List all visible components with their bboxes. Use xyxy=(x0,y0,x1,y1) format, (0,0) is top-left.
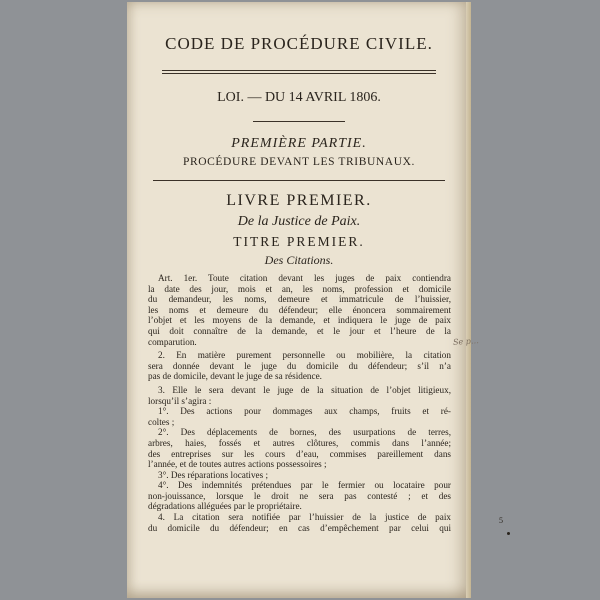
text-line: coltes ; xyxy=(148,416,175,427)
text-line: les noms et demeure du défendeur; elle énoncera sommairement xyxy=(148,304,451,315)
page-title: CODE DE PROCÉDURE CIVILE. xyxy=(165,34,433,53)
text-line: des entreprises sur les cours d’eau, commises pareillement dans xyxy=(148,448,451,459)
text-line: du domicile du défendeur; en cas d’empêchement par celui qui xyxy=(148,522,451,533)
book-heading: LIVRE PREMIER. xyxy=(226,192,372,209)
text-line: 3°. Des réparations locatives ; xyxy=(158,469,269,480)
book-subtitle: De la Justice de Paix. xyxy=(237,214,361,229)
part-rule xyxy=(153,180,445,181)
title-subtitle: Des Citations. xyxy=(264,253,334,267)
text-line: l’objet et les moyens de la demande, et indiquera le juge de paix xyxy=(148,315,451,326)
ink-dot xyxy=(507,532,510,535)
text-line: 2°. Des déplacements de bornes, des usurpations de terres, xyxy=(158,427,451,438)
book-page xyxy=(127,2,503,598)
text-line: sera donnée devant le juge du domicile du défendeur; s’il n’a xyxy=(148,360,451,371)
text-line: 1°. Des actions pour dommages aux champs, fruits et ré- xyxy=(158,406,451,417)
text-line: 3. Elle le sera devant le juge de la situation de l’objet litigieux, xyxy=(158,384,451,395)
text-line: 4. La citation sera notifiée par l’huissier de la justice de paix xyxy=(158,512,451,523)
text-line: comparution. xyxy=(148,336,197,347)
text-line: l’année, et de toutes autres actions possessoires ; xyxy=(148,459,327,470)
text-line: 4°. Des indemnités prétendues par le fermier ou locataire pour xyxy=(158,480,451,491)
article-text xyxy=(148,273,451,533)
text-line: la date des jour, mois et an, les noms, profession et domicile xyxy=(148,283,451,294)
title-rule xyxy=(162,70,436,71)
text-line: pas de domicile, devant le juge de sa résidence. xyxy=(148,371,322,382)
text-line: du demandeur, les noms, demeure et immatricule de l’huissier, xyxy=(148,294,451,305)
text-line: lorsqu’il s’agira : xyxy=(148,395,212,406)
part-heading: PREMIÈRE PARTIE. xyxy=(231,136,367,151)
handwritten-margin-note: Se p… xyxy=(452,336,480,347)
title-rule-double xyxy=(162,73,436,74)
text-line: qui doit connaître de la demande, et le jour et l’heure de la xyxy=(148,325,451,336)
law-rule xyxy=(253,121,345,122)
title-heading: TITRE PREMIER. xyxy=(233,234,365,249)
page-number: 5 xyxy=(499,516,503,525)
text-line: Art. 1er. Toute citation devant les juges de paix contiendra xyxy=(158,273,451,283)
part-subtitle: PROCÉDURE DEVANT LES TRIBUNAUX. xyxy=(182,156,415,168)
text-line: arbres, haies, fossés et autres clôtures, commis dans l’année; xyxy=(148,437,451,448)
text-line: dégradations alléguées par le propriétaire. xyxy=(148,501,302,512)
text-line: 2. En matière purement personnelle ou mobilière, la citation xyxy=(158,350,451,361)
law-heading: LOI. — DU 14 AVRIL 1806. xyxy=(217,90,381,105)
text-line: non-jouissance, lorsque le droit ne sera pas contesté ; et des xyxy=(148,490,451,501)
